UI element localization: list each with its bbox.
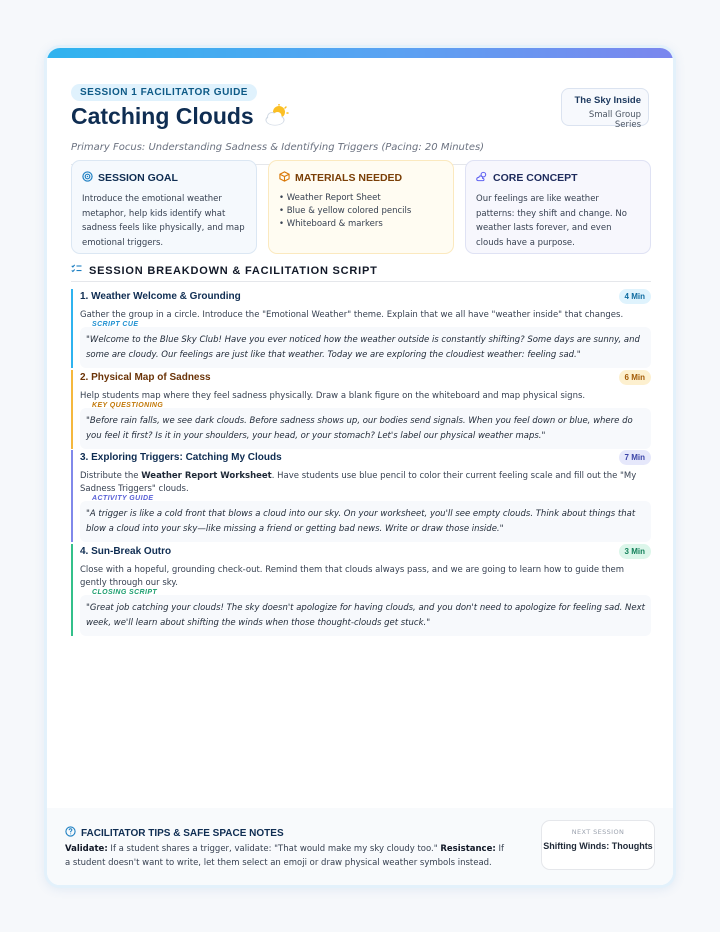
step-description <box>80 470 651 496</box>
step-description: Help students map where they feel sadness physically. Draw a blank figure on the whiteboard and map physical signs. <box>80 391 586 401</box>
core-concept-text: Our feelings are like weather patterns: they shift and change. No weather lasts forever, and even clouds have a purpose. <box>476 194 627 248</box>
step-description: Close with a hopeful, grounding check-out. Remind them that clouds always pass, and we are going to learn how to guide them gently through our sky. <box>80 565 625 588</box>
next-session-box <box>541 820 655 870</box>
session-goal-box <box>71 160 257 254</box>
script-label: KEY QUESTIONING <box>92 402 164 409</box>
tips-heading <box>65 826 284 840</box>
target-icon <box>82 171 93 185</box>
section-divider <box>71 281 651 282</box>
section-title <box>71 264 651 277</box>
script-box <box>80 495 651 542</box>
step-triggers <box>71 450 651 542</box>
script-label: CLOSING SCRIPT <box>92 589 158 596</box>
script-box <box>80 321 651 368</box>
step-accent-bar <box>71 289 73 368</box>
script-text: "Great job catching your clouds! The sky doesn't apologize for having clouds, and you don't need to apologize for feeling sad. Next week, we'll learn about shifting the winds when those thought-clouds get stuck." <box>86 603 645 628</box>
script-box <box>80 589 651 636</box>
script-text: "A trigger is like a cold front that blows a cloud into our sky. On your worksheet, you'll see empty clouds. Think about things that blow a cloud into your sky—like missing a friend or getting bad news. Write or draw those inside." <box>86 509 636 534</box>
list-item: • Blue & yellow colored pencils <box>279 205 443 218</box>
checklist-icon <box>71 264 82 277</box>
step-accent-bar <box>71 450 73 542</box>
materials-list <box>279 192 443 231</box>
series-title: The Sky Inside <box>574 95 641 106</box>
session-tag: SESSION 1 FACILITATOR GUIDE <box>71 84 257 101</box>
step-physical-map <box>71 370 651 449</box>
core-concept-label: CORE CONCEPT <box>493 172 578 184</box>
header-gradient-bar <box>47 48 673 58</box>
step-title: 2. Physical Map of Sadness <box>80 372 211 383</box>
session-goal-heading <box>82 171 246 185</box>
step-time-badge: 7 Min <box>619 450 651 465</box>
script-text: "Welcome to the Blue Sky Club! Have you ever noticed how the weather outside is constantly shifting? Some days are sunny, and some are cloudy. Our feelings are just like that weather. Today we are exploring the cloudiest weather: feeling sad." <box>86 335 640 360</box>
step-description-pre: Distribute the <box>80 471 142 481</box>
materials-heading <box>279 171 443 185</box>
core-concept-box <box>465 160 651 254</box>
step-description: Gather the group in a circle. Introduce the "Emotional Weather" theme. Explain that we all have "weather inside" that changes. <box>80 310 624 320</box>
page-title-text: Catching Clouds <box>71 103 254 129</box>
step-outro <box>71 544 651 636</box>
box-icon <box>279 171 290 185</box>
step-description-post: . Have students use blue pencil to color their current feeling scale and fill out the "My Sadness Triggers" clouds. <box>80 471 637 494</box>
footer <box>47 808 673 885</box>
tips-heading-text: FACILITATOR TIPS & SAFE SPACE NOTES <box>81 827 284 839</box>
script-box <box>80 402 651 449</box>
validate-label: Validate: <box>65 844 108 854</box>
step-title: 3. Exploring Triggers: Catching My Clouds <box>80 452 282 463</box>
series-subtitle: Small Group Series <box>588 110 641 130</box>
materials-label: MATERIALS NEEDED <box>295 172 403 184</box>
guide-card <box>44 45 676 888</box>
step-accent-bar <box>71 544 73 636</box>
step-time-badge: 3 Min <box>619 544 651 559</box>
next-session-title: Shifting Winds: Thoughts <box>543 841 653 851</box>
page-title <box>71 103 290 132</box>
step-accent-bar <box>71 370 73 449</box>
page-subtitle: Primary Focus: Understanding Sadness & Identifying Triggers (Pacing: 20 Minutes) <box>71 142 485 153</box>
session-goal-text: Introduce the emotional weather metaphor, help kids identify what sadness feels like physically, and map emotional triggers. <box>82 194 245 248</box>
core-concept-heading <box>476 171 640 185</box>
step-time-badge: 6 Min <box>619 370 651 385</box>
step-time-badge: 4 Min <box>619 289 651 304</box>
help-circle-icon <box>65 826 76 840</box>
info-row <box>71 160 651 254</box>
list-item: • Whiteboard & markers <box>279 218 443 231</box>
section-title-text: SESSION BREAKDOWN & FACILITATION SCRIPT <box>89 264 378 277</box>
session-goal-label: SESSION GOAL <box>98 172 178 184</box>
sun-cloud-icon <box>264 104 290 132</box>
script-label: SCRIPT CUE <box>92 321 139 328</box>
next-session-label: NEXT SESSION <box>571 828 625 836</box>
weather-icon <box>476 171 488 185</box>
worksheet-name: Weather Report Worksheet <box>141 471 272 481</box>
step-title: 1. Weather Welcome & Grounding <box>80 291 241 302</box>
script-label: ACTIVITY GUIDE <box>92 495 154 502</box>
resistance-text: If a student doesn't want to write, let them select an emoji or draw physical weather symbols instead. <box>65 844 504 868</box>
step-welcome <box>71 289 651 368</box>
materials-box <box>268 160 454 254</box>
tips-text <box>65 842 505 870</box>
series-badge <box>561 88 649 130</box>
step-title: 4. Sun-Break Outro <box>80 546 172 557</box>
script-text: "Before rain falls, we see dark clouds. Before sadness shows up, our bodies send signals. When you feel down or blue, where do you feel it first? Is it in your shoulders, your head, or your stomach? Let's label our physical weather maps." <box>86 416 633 441</box>
resistance-label: Resistance: <box>440 844 496 854</box>
list-item: • Weather Report Sheet <box>279 192 443 205</box>
validate-text: If a student shares a trigger, validate: "That would make my sky cloudy too." <box>107 844 441 854</box>
